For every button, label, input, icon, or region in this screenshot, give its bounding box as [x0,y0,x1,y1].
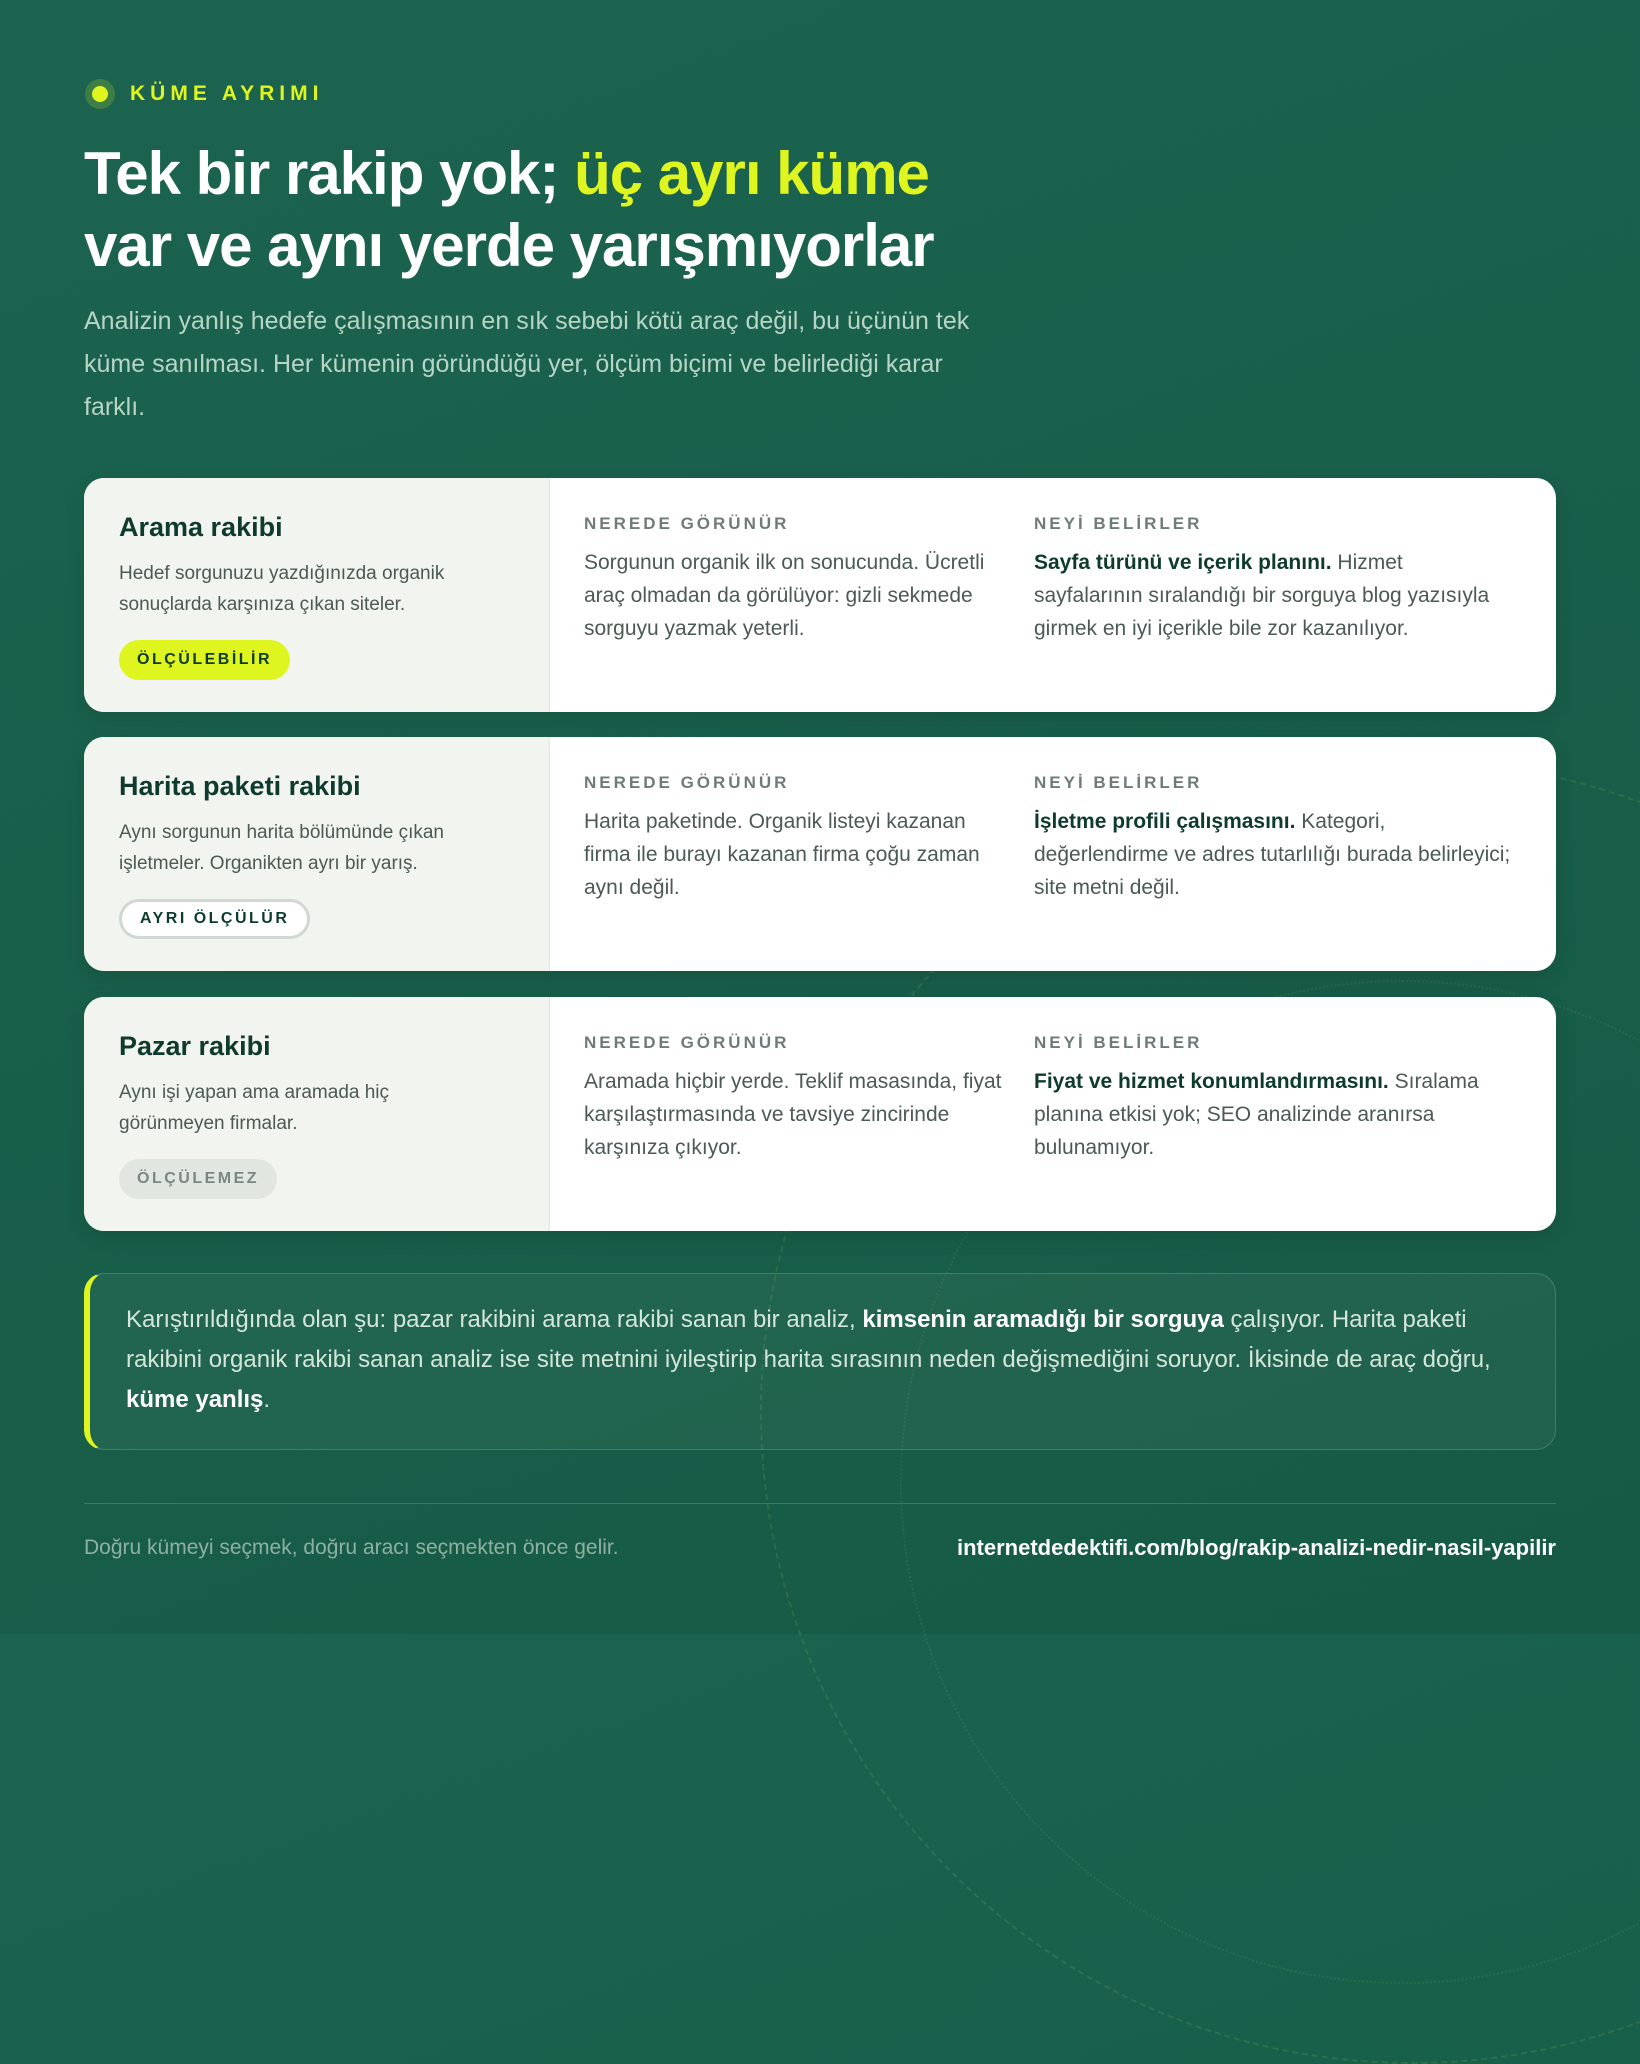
what-text-rest: Sıralama planına etkisi yok; SEO analizinde aranırsa bulunamıyor. [1034,1070,1479,1159]
footer-tagline: Doğru kümeyi seçmek, doğru aracı seçmekten önce gelir. [84,1536,619,1559]
what-text-rest: Hizmet sayfalarının sıralandığı bir sorguya blog yazısıyla girmek en iyi içerikle bile zor kazanılıyor. [1034,551,1490,640]
title-highlight: üç ayrı küme [574,140,929,207]
what-column [1034,997,1556,1231]
card-description: Aynı sorgunun harita bölümünde çıkan işletmeler. Organikten ayrı bir yarış. [119,822,444,874]
callout-text-3: . [263,1386,271,1413]
card-summary [84,997,550,1231]
callout-text-1: Karıştırıldığında olan şu: pazar rakibini arama rakibi sanan bir analiz, [126,1306,863,1333]
card-description: Hedef sorgunuzu yazdığınızda organik sonuçlarda karşınıza çıkan siteler. [119,563,445,615]
eyebrow-label: KÜME AYRIMI [130,82,324,105]
what-label: NEYİ BELİRLER [1034,1033,1203,1052]
what-text-rest: Kategori, değerlendirme ve adres tutarlılığı burada belirleyici; site metni değil. [1034,810,1511,899]
what-column [1034,737,1556,971]
card-summary [84,737,550,971]
status-badge: AYRI ÖLÇÜLÜR [119,899,310,939]
what-text-strong: İşletme profili çalışmasını. [1034,810,1296,833]
title-part-2: var ve aynı yerde yarışmıyorlar [84,212,934,279]
cluster-card-market [84,997,1556,1231]
card-title: Arama rakibi [119,512,283,542]
where-column [550,478,1034,712]
card-title: Harita paketi rakibi [119,771,361,801]
callout-note [84,1273,1556,1450]
where-text: Aramada hiçbir yerde. Teklif masasında, fiyat karşılaştırmasında ve tavsiye zincirinde karşınıza çıkıyor. [584,1070,1002,1159]
cluster-card-search [84,478,1556,712]
status-badge: ÖLÇÜLEMEZ [119,1159,277,1199]
where-text: Harita paketinde. Organik listeyi kazanan firma ile burayı kazanan firma çoğu zaman aynı değil. [584,810,980,899]
where-label: NEREDE GÖRÜNÜR [584,514,790,533]
where-column [550,737,1034,971]
lead-paragraph: Analizin yanlış hedefe çalışmasının en sık sebebi kötü araç değil, bu üçünün tek küme sanılması. Her kümenin göründüğü yer, ölçüm biçimi ve belirlediği karar farklı. [84,307,970,421]
what-label: NEYİ BELİRLER [1034,773,1203,792]
status-badge: ÖLÇÜLEBİLİR [119,640,290,680]
footer-url: internetdedektifi.com/blog/rakip-analizi-nedir-nasil-yapilir [957,1535,1556,1560]
page-title [84,138,1084,282]
what-text [1034,805,1516,904]
what-text-strong: Fiyat ve hizmet konumlandırmasını. [1034,1070,1389,1093]
card-title: Pazar rakibi [119,1031,271,1061]
callout-strong-2: küme yanlış [126,1386,264,1413]
card-description: Aynı işi yapan ama aramada hiç görünmeyen firmalar. [119,1082,390,1134]
callout-text-2: çalışıyor. Harita paketi rakibini organik rakibi sanan analiz ise site metnini iyileştirip harita sırasının neden değişmediğini soruyor. İkisinde de araç doğru, [126,1306,1491,1373]
what-text-strong: Sayfa türünü ve içerik planını. [1034,551,1332,574]
card-summary [84,478,550,712]
callout-text [126,1300,1515,1420]
what-label: NEYİ BELİRLER [1034,514,1203,533]
bullet-dot-icon [92,86,108,102]
what-text [1034,546,1516,645]
callout-strong-1: kimsenin aramadığı bir sorguya [862,1306,1224,1333]
where-label: NEREDE GÖRÜNÜR [584,773,790,792]
what-text [1034,1065,1516,1164]
where-column [550,997,1034,1231]
footer-divider [84,1503,1556,1504]
cluster-card-map [84,737,1556,971]
where-text: Sorgunun organik ilk on sonucunda. Ücretli araç olmadan da görülüyor: gizli sekmede sorguyu yazmak yeterli. [584,551,985,640]
what-column [1034,478,1556,712]
title-part-1: Tek bir rakip yok; [84,140,575,207]
eyebrow [84,82,323,106]
where-label: NEREDE GÖRÜNÜR [584,1033,790,1052]
